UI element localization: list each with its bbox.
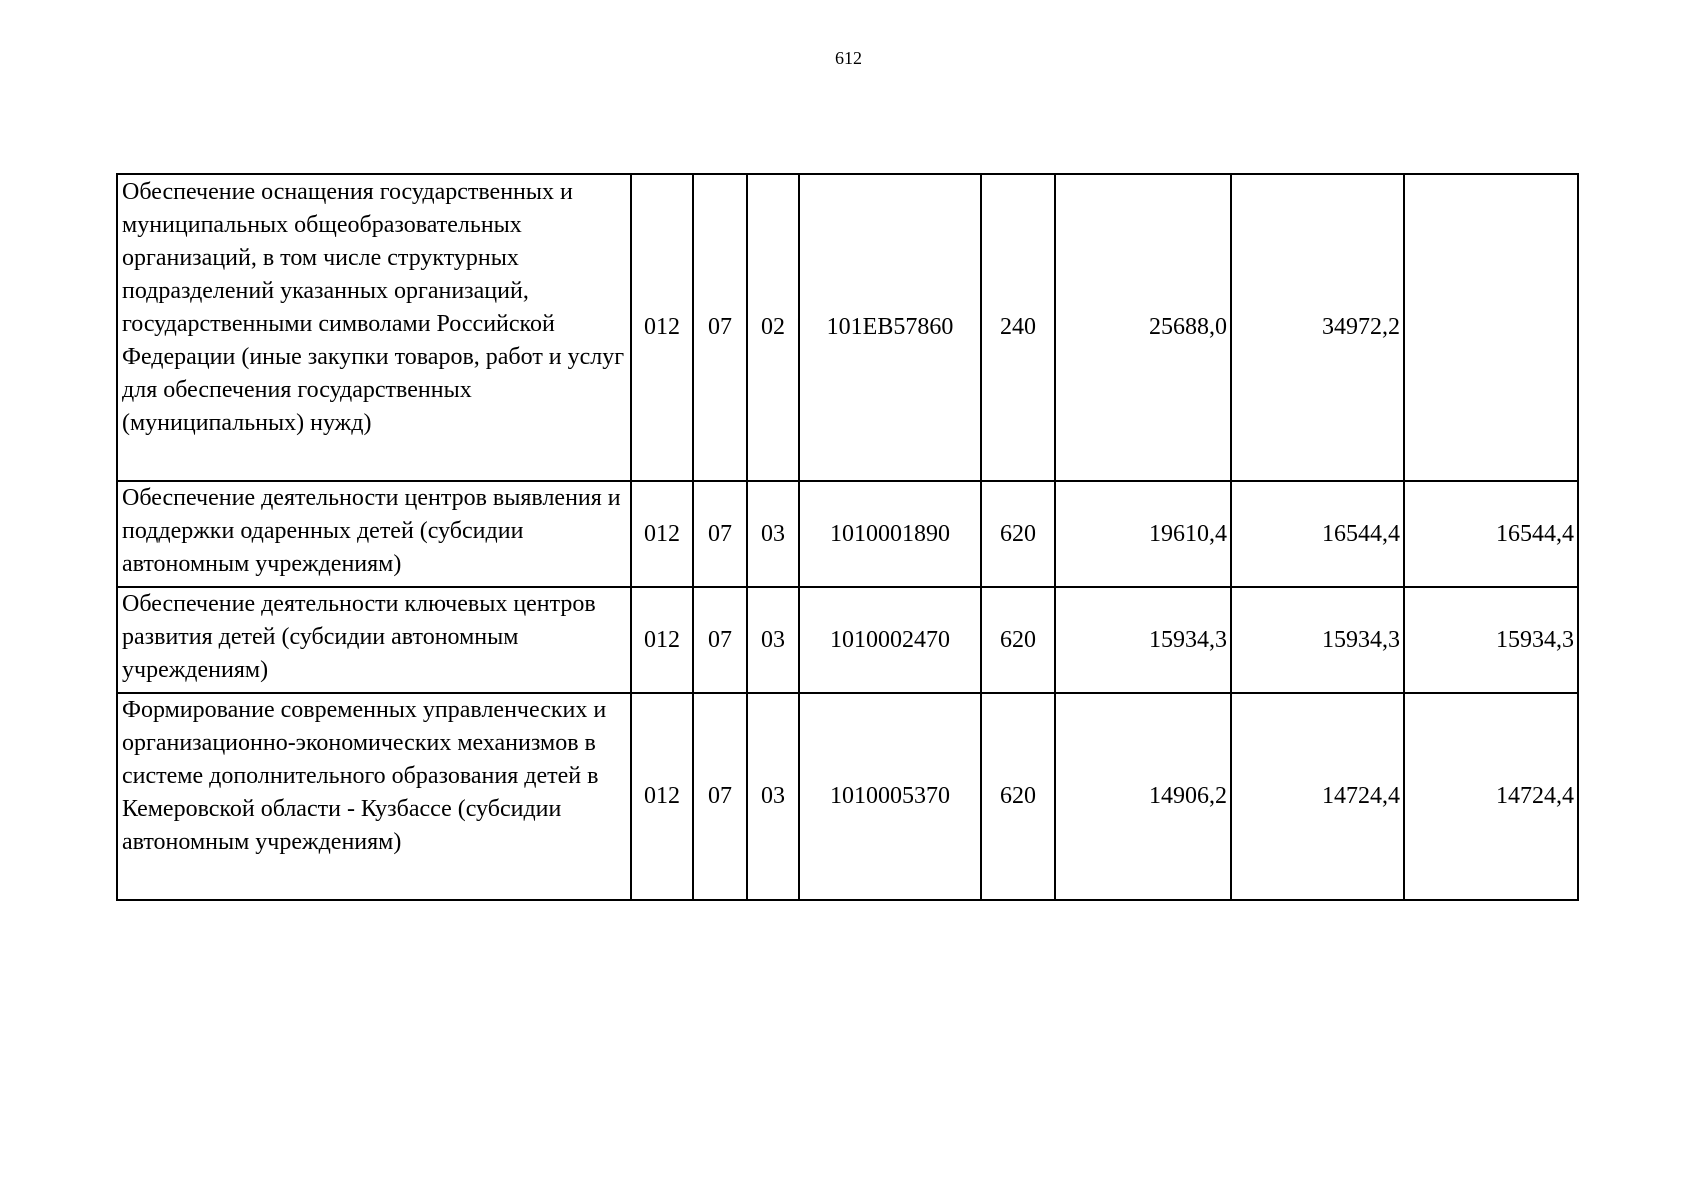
amount-3-cell (1404, 174, 1578, 481)
table-row (117, 174, 1578, 481)
budget-table (116, 173, 1579, 901)
target-article-cell: 1010002470 (799, 587, 981, 693)
table-row (117, 481, 1578, 587)
amount-2-cell: 15934,3 (1231, 587, 1404, 693)
expense-type-cell: 620 (981, 693, 1055, 900)
amount-3-cell: 14724,4 (1404, 693, 1578, 900)
amount-3-cell: 15934,3 (1404, 587, 1578, 693)
page-number: 612 (835, 48, 862, 68)
target-article-cell: 1010001890 (799, 481, 981, 587)
subsection-code-cell: 03 (747, 587, 799, 693)
ministry-code-cell: 012 (631, 481, 693, 587)
amount-2-cell: 34972,2 (1231, 174, 1404, 481)
table-row (117, 693, 1578, 900)
subsection-code-cell: 03 (747, 481, 799, 587)
subsection-code-cell: 02 (747, 174, 799, 481)
expense-type-cell: 620 (981, 587, 1055, 693)
amount-2-cell: 14724,4 (1231, 693, 1404, 900)
expense-name-cell: Обеспечение деятельности центров выявления и поддержки одаренных детей (субсидии автономным учреждениям) (117, 481, 631, 587)
target-article-cell: 1010005370 (799, 693, 981, 900)
table-row (117, 587, 1578, 693)
amount-1-cell: 15934,3 (1055, 587, 1231, 693)
target-article-cell: 101EB57860 (799, 174, 981, 481)
ministry-code-cell: 012 (631, 587, 693, 693)
section-code-cell: 07 (693, 693, 747, 900)
amount-1-cell: 14906,2 (1055, 693, 1231, 900)
ministry-code-cell: 012 (631, 174, 693, 481)
expense-type-cell: 620 (981, 481, 1055, 587)
expense-type-cell: 240 (981, 174, 1055, 481)
amount-1-cell: 19610,4 (1055, 481, 1231, 587)
ministry-code-cell: 012 (631, 693, 693, 900)
section-code-cell: 07 (693, 174, 747, 481)
section-code-cell: 07 (693, 481, 747, 587)
amount-2-cell: 16544,4 (1231, 481, 1404, 587)
expense-name-cell: Обеспечение оснащения государственных и муниципальных общеобразовательных организаций, в том числе структурных подразделений указанных организаций, государственными символами Российской Федерации (иные закупки товаров, работ и услуг для обеспечения государственных (муниципальных) нужд) (117, 174, 631, 481)
section-code-cell: 07 (693, 587, 747, 693)
subsection-code-cell: 03 (747, 693, 799, 900)
expense-name-cell: Формирование современных управленческих и организационно-экономических механизмов в системе дополнительного образования детей в Кемеровской области - Кузбассе (субсидии автономным учреждениям) (117, 693, 631, 900)
amount-3-cell: 16544,4 (1404, 481, 1578, 587)
expense-name-cell: Обеспечение деятельности ключевых центров развития детей (субсидии автономным учреждениям) (117, 587, 631, 693)
amount-1-cell: 25688,0 (1055, 174, 1231, 481)
